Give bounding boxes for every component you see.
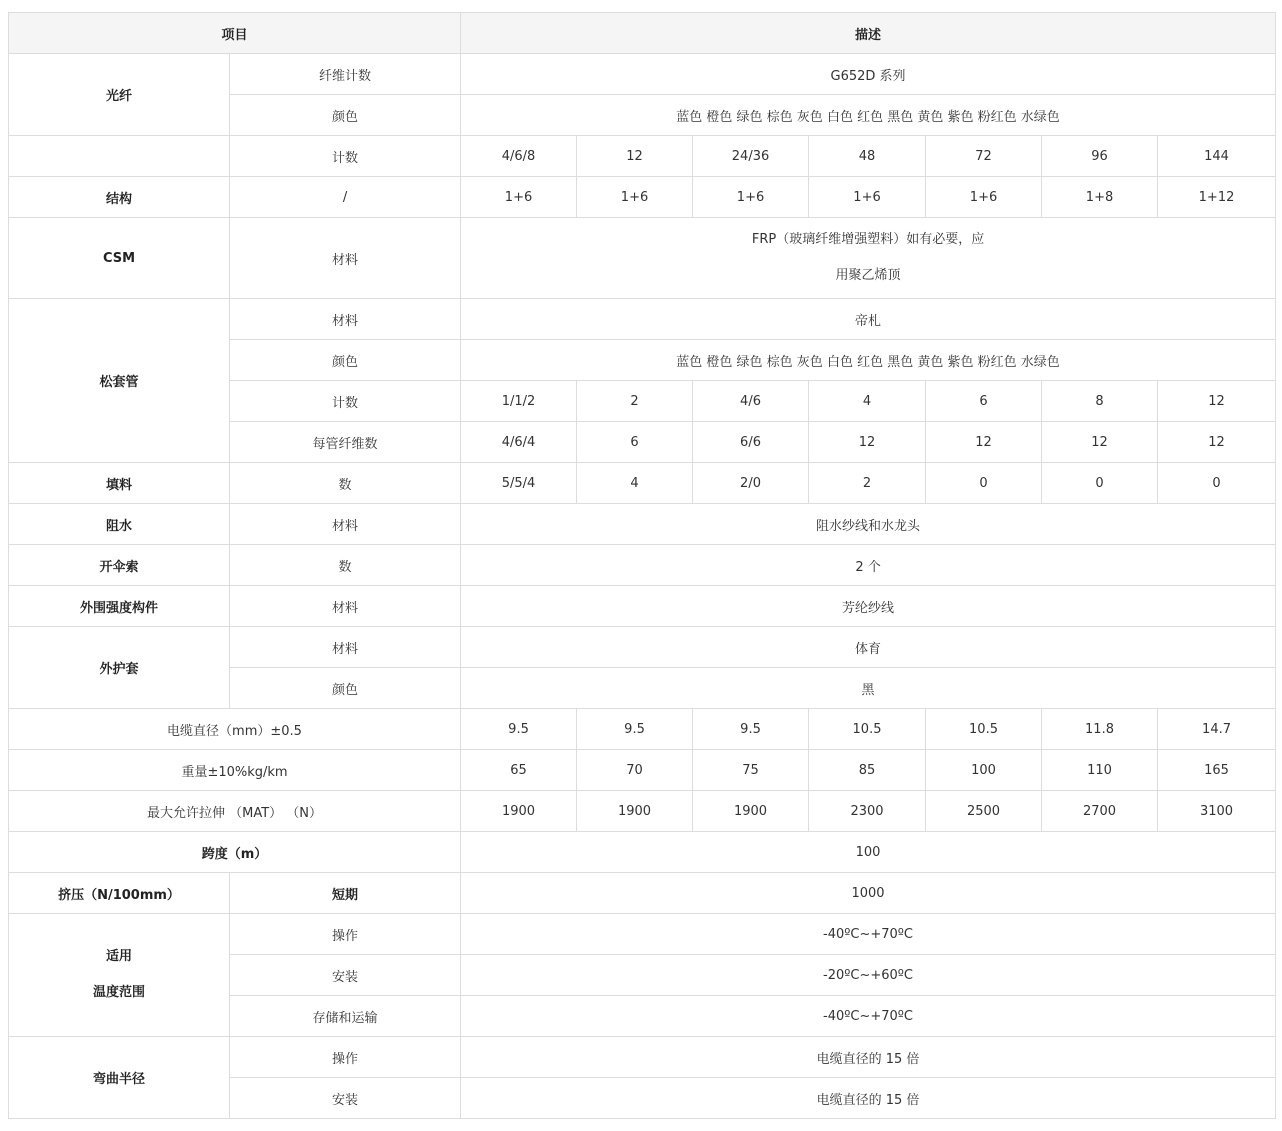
temperature-install-value: -20ºC~+60ºC [461,955,1276,996]
csm-value-line1: FRP（玻璃纤维增强塑料）如有必要，应 [751,232,985,247]
tension-label: 最大允许拉伸 （MAT） （N） [9,791,461,832]
fiber-label: 光纤 [9,54,230,136]
fiber-color-label: 颜色 [230,95,461,136]
loose-tube-per-tube-cell: 12 [1042,422,1158,463]
filler-cell: 2 [809,463,926,504]
sheath-label: 外护套 [9,627,230,709]
weight-cell: 100 [926,750,1042,791]
weight-label: 重量±10%kg/km [9,750,461,791]
table-row [9,136,1276,177]
diameter-cell: 9.5 [693,709,809,750]
tension-cell: 2700 [1042,791,1158,832]
filler-cell: 0 [1158,463,1276,504]
ripcord-value: 2 个 [461,545,1276,586]
tension-cell: 3100 [1158,791,1276,832]
fiber-color-value: 蓝色 橙色 绿色 棕色 灰色 白色 红色 黑色 黄色 紫色 粉红色 水绿色 [461,95,1276,136]
loose-tube-per-tube-cell: 6/6 [693,422,809,463]
fiber-count-cell: 96 [1042,136,1158,177]
temperature-operation-label: 操作 [230,914,461,955]
table-row [9,218,1276,299]
loose-tube-material-label: 材料 [230,299,461,340]
loose-tube-count-cell: 4/6 [693,381,809,422]
fiber-count-cell: 48 [809,136,926,177]
diameter-label: 电缆直径（mm）±0.5 [9,709,461,750]
structure-cell: 1+6 [693,177,809,218]
loose-tube-per-tube-cell: 6 [577,422,693,463]
structure-cell: 1+6 [461,177,577,218]
diameter-cell: 10.5 [926,709,1042,750]
diameter-cell: 10.5 [809,709,926,750]
sheath-color-label: 颜色 [230,668,461,709]
bend-radius-operation-value: 电缆直径的 15 倍 [461,1037,1276,1078]
weight-cell: 85 [809,750,926,791]
loose-tube-label: 松套管 [9,299,230,463]
structure-cell: 1+6 [809,177,926,218]
table-row [9,873,1276,914]
fiber-count-cell: 24/36 [693,136,809,177]
loose-tube-color-label: 颜色 [230,340,461,381]
header-description: 描述 [461,13,1276,54]
table-row [9,54,1276,95]
table-row [9,627,1276,668]
filler-cell: 2/0 [693,463,809,504]
filler-cell: 4 [577,463,693,504]
filler-cell: 0 [926,463,1042,504]
loose-tube-count-label: 计数 [230,381,461,422]
table-row [9,914,1276,955]
table-row [9,177,1276,218]
loose-tube-count-cell: 12 [1158,381,1276,422]
fiber-count-cell: 72 [926,136,1042,177]
tension-cell: 2300 [809,791,926,832]
csm-value-line2: 用聚乙烯顶 [835,268,901,283]
fiber-count-cell: 4/6/8 [461,136,577,177]
loose-tube-per-tube-cell: 12 [926,422,1042,463]
span-value: 100 [461,832,1276,873]
diameter-cell: 14.7 [1158,709,1276,750]
loose-tube-count-cell: 6 [926,381,1042,422]
temperature-storage-value: -40ºC~+70ºC [461,996,1276,1037]
crush-sub: 短期 [230,873,461,914]
temperature-label [9,914,230,1037]
table-row [9,709,1276,750]
loose-tube-per-tube-cell: 12 [809,422,926,463]
table-row [9,586,1276,627]
strength-member-value: 芳纶纱线 [461,586,1276,627]
loose-tube-count-cell: 4 [809,381,926,422]
ripcord-label: 开伞索 [9,545,230,586]
weight-cell: 65 [461,750,577,791]
tension-cell: 2500 [926,791,1042,832]
structure-cell: 1+6 [577,177,693,218]
loose-tube-material-value: 帝札 [461,299,1276,340]
table-row [9,1037,1276,1078]
empty-cell [9,136,230,177]
loose-tube-per-tube-label: 每管纤维数 [230,422,461,463]
table-row [9,545,1276,586]
csm-value [461,218,1276,299]
temperature-operation-value: -40ºC~+70ºC [461,914,1276,955]
csm-sub: 材料 [230,218,461,299]
structure-sub: / [230,177,461,218]
table-row [9,504,1276,545]
weight-cell: 70 [577,750,693,791]
diameter-cell: 11.8 [1042,709,1158,750]
structure-cell: 1+12 [1158,177,1276,218]
filler-sub: 数 [230,463,461,504]
tension-cell: 1900 [461,791,577,832]
table-row [9,463,1276,504]
table-row [9,299,1276,340]
water-block-value: 阻水纱线和水龙头 [461,504,1276,545]
weight-cell: 165 [1158,750,1276,791]
temperature-label-line2: 温度范围 [92,985,145,1000]
filler-cell: 0 [1042,463,1158,504]
fiber-count-cell: 144 [1158,136,1276,177]
weight-cell: 75 [693,750,809,791]
bend-radius-install-value: 电缆直径的 15 倍 [461,1078,1276,1119]
sheath-material-label: 材料 [230,627,461,668]
table-row [9,832,1276,873]
table-header-row [9,13,1276,54]
loose-tube-color-value: 蓝色 橙色 绿色 棕色 灰色 白色 红色 黑色 黄色 紫色 粉红色 水绿色 [461,340,1276,381]
water-block-label: 阻水 [9,504,230,545]
strength-member-sub: 材料 [230,586,461,627]
diameter-cell: 9.5 [461,709,577,750]
temperature-label-line1: 适用 [105,949,132,964]
bend-radius-install-label: 安装 [230,1078,461,1119]
ripcord-sub: 数 [230,545,461,586]
loose-tube-per-tube-cell: 12 [1158,422,1276,463]
table-row [9,791,1276,832]
span-label: 跨度（m） [9,832,461,873]
bend-radius-operation-label: 操作 [230,1037,461,1078]
sheath-material-value: 体育 [461,627,1276,668]
header-item: 项目 [9,13,461,54]
loose-tube-per-tube-cell: 4/6/4 [461,422,577,463]
spec-table [8,12,1276,1119]
spec-table-container [8,12,1276,1119]
diameter-cell: 9.5 [577,709,693,750]
filler-label: 填料 [9,463,230,504]
fiber-count-cell: 12 [577,136,693,177]
crush-value: 1000 [461,873,1276,914]
tension-cell: 1900 [693,791,809,832]
crush-label: 挤压（N/100mm） [9,873,230,914]
tension-cell: 1900 [577,791,693,832]
loose-tube-count-cell: 1/1/2 [461,381,577,422]
fiber-count-value: G652D 系列 [461,54,1276,95]
csm-label: CSM [9,218,230,299]
temperature-storage-label: 存储和运输 [230,996,461,1037]
sheath-color-value: 黑 [461,668,1276,709]
temperature-install-label: 安装 [230,955,461,996]
structure-cell: 1+8 [1042,177,1158,218]
table-row [9,750,1276,791]
loose-tube-count-cell: 8 [1042,381,1158,422]
structure-label: 结构 [9,177,230,218]
filler-cell: 5/5/4 [461,463,577,504]
fiber-count-label: 纤维计数 [230,54,461,95]
loose-tube-count-cell: 2 [577,381,693,422]
water-block-sub: 材料 [230,504,461,545]
strength-member-label: 外围强度构件 [9,586,230,627]
weight-cell: 110 [1042,750,1158,791]
structure-cell: 1+6 [926,177,1042,218]
bend-radius-label: 弯曲半径 [9,1037,230,1119]
fiber-count-row-label: 计数 [230,136,461,177]
